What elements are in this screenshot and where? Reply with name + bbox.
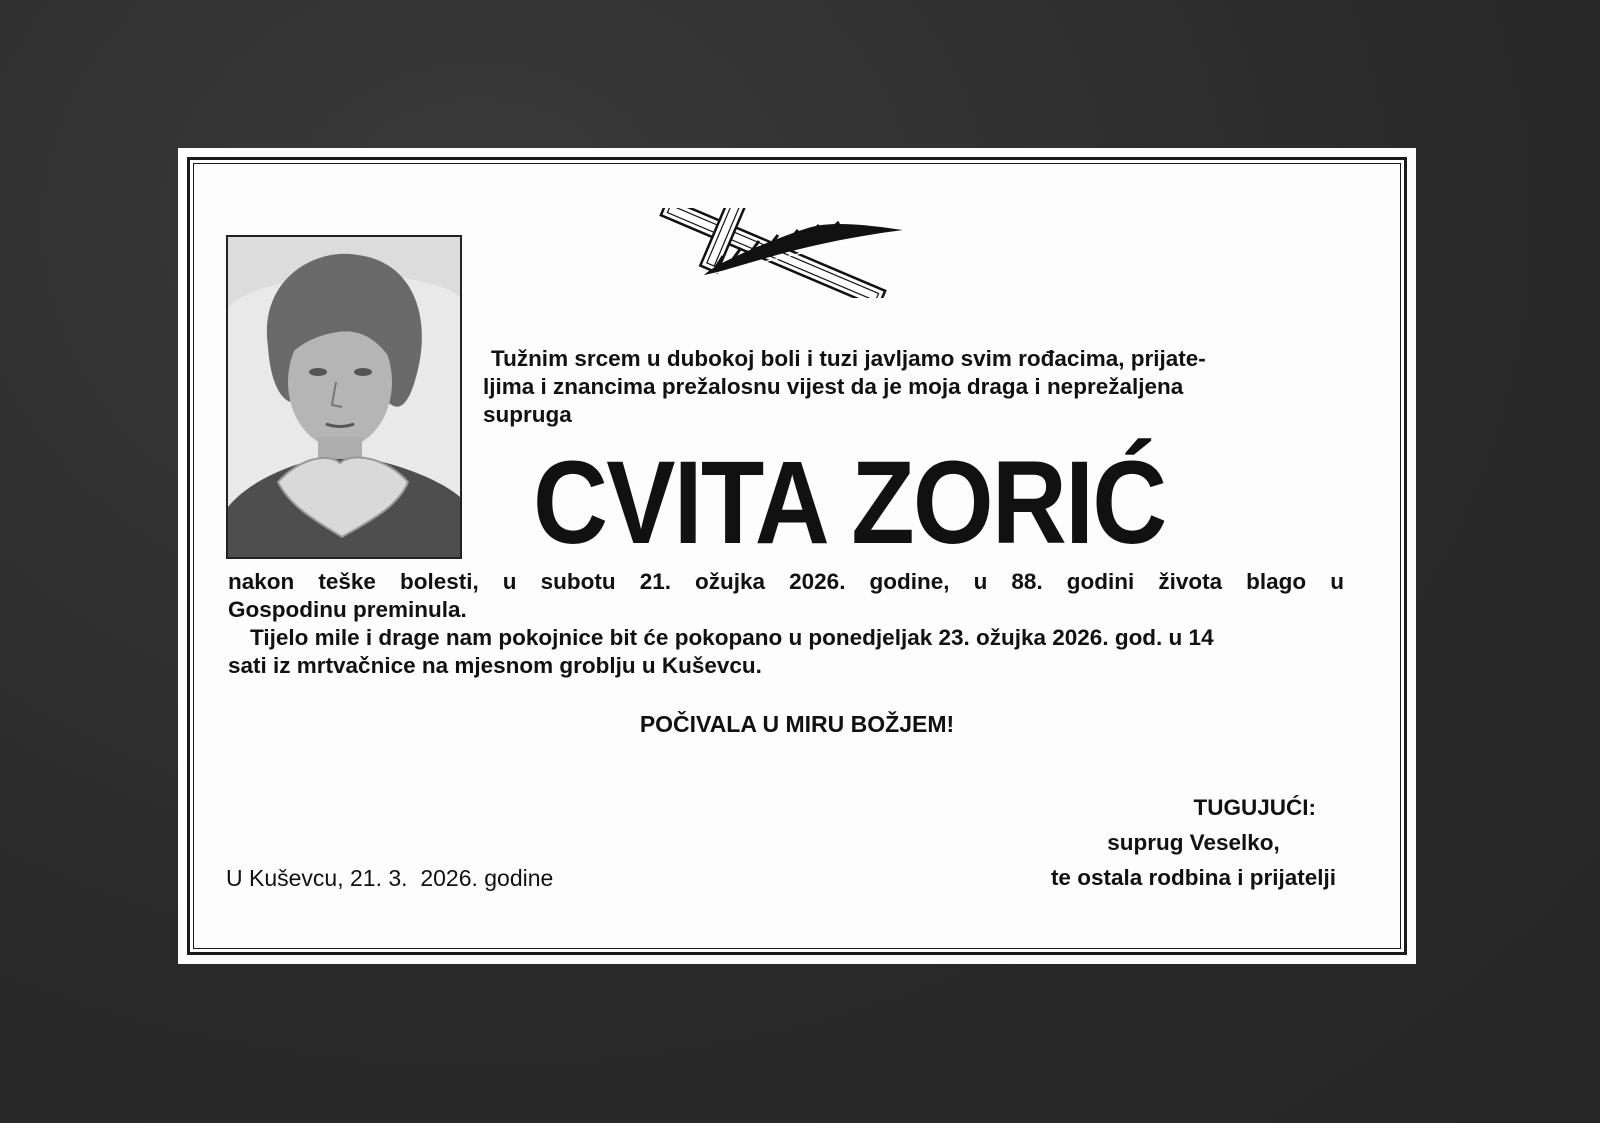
- portrait-photo: [226, 235, 462, 559]
- body-line: Tijelo mile i drage nam pokojnice bit će pokopano u ponedjeljak 23. ožujka 2026. god. u 14: [250, 625, 1214, 650]
- obituary-notice: [178, 148, 1416, 964]
- body-line: sati iz mrtvačnice na mjesnom groblju u Kuševcu.: [228, 653, 762, 678]
- intro-line: Tužnim srcem u dubokoj boli i tuzi javljamo svim rođacima, prijate-: [491, 346, 1206, 371]
- intro-line: supruga: [483, 402, 572, 427]
- announcement-body: [228, 568, 1344, 680]
- place-date: U Kuševcu, 21. 3. 2026. godine: [226, 865, 554, 891]
- mourners-line: te ostala rodbina i prijatelji: [1050, 865, 1336, 890]
- body-line: Gospodinu preminula.: [228, 597, 467, 622]
- mourners-title: TUGUJUĆI:: [1193, 795, 1316, 820]
- body-line: nakon teške bolesti, u subotu 21. ožujka 2026. godine, u 88. godini života blago u: [228, 569, 1344, 594]
- rip-line: POČIVALA U MIRU BOŽJEM!: [639, 711, 955, 737]
- cross-palm-icon: [633, 208, 913, 298]
- deceased-name: CVITA ZORIĆ: [533, 437, 1166, 569]
- mourners-line: suprug Veselko,: [1107, 830, 1280, 855]
- intro-text: [483, 345, 1343, 429]
- mourners-block: [1051, 790, 1336, 895]
- intro-line: ljima i znancima prežalosnu vijest da je moja draga i neprežaljena: [483, 374, 1184, 399]
